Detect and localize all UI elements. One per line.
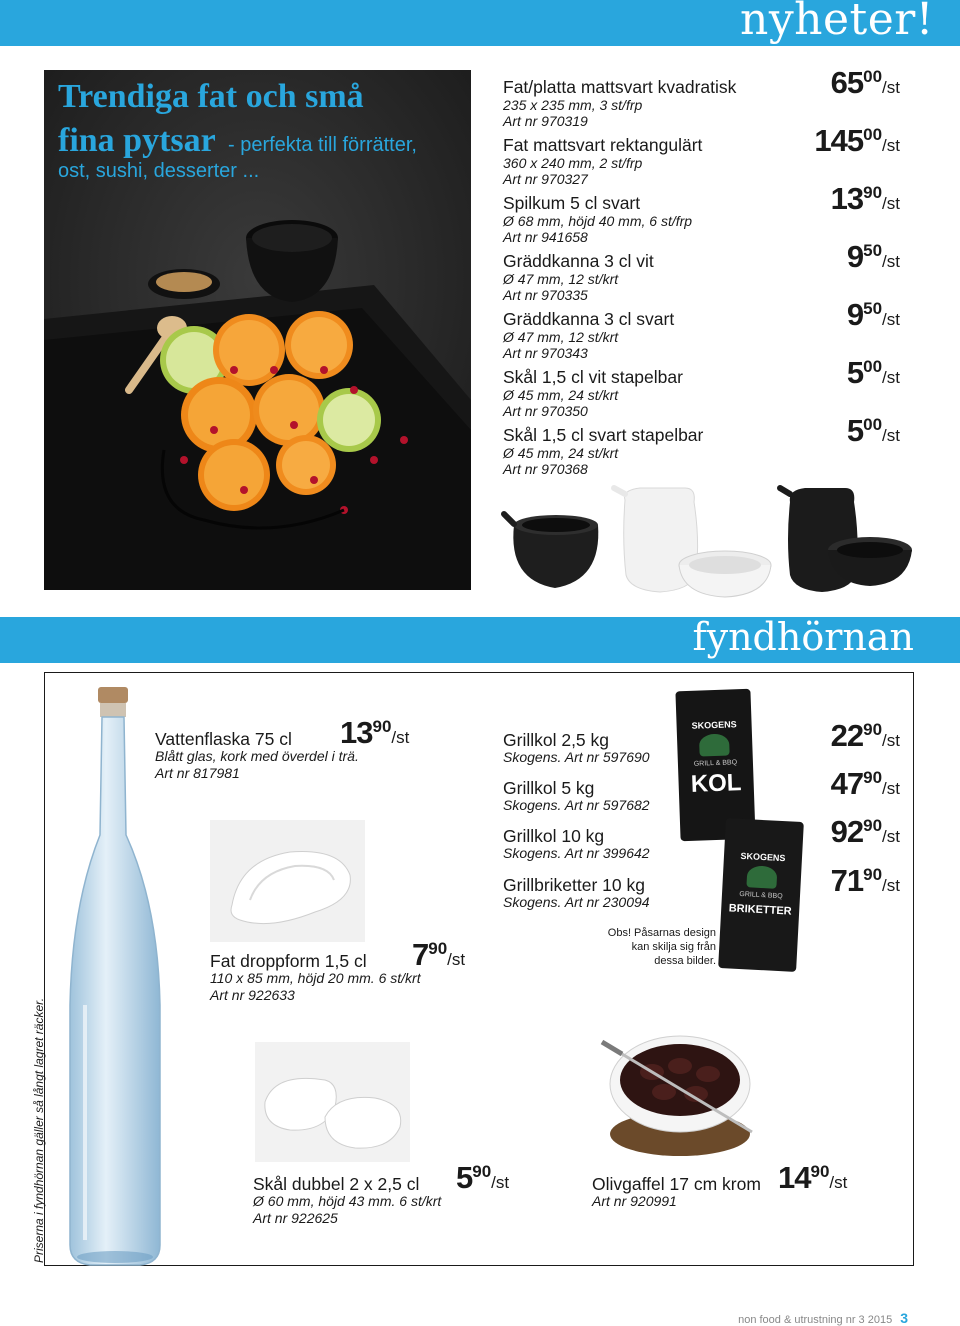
product-artnr: Art nr 970319 (503, 113, 588, 129)
product-detail: 235 x 235 mm, 3 st/frp (503, 97, 643, 113)
dubbel-name: Skål dubbel 2 x 2,5 cl (253, 1174, 420, 1194)
dubbel-price: 590/st (456, 1160, 510, 1195)
product-price: 500/st (846, 413, 900, 448)
fynd-sidenote: Priserna i fyndhörnan gäller så långt lagret räcker. (32, 997, 46, 1263)
footer (738, 1310, 908, 1326)
olivgaffel-name: Olivgaffel 17 cm krom (592, 1174, 761, 1194)
grill-price: 4790/st (830, 766, 900, 801)
product-detail: Ø 47 mm, 12 st/krt (503, 271, 619, 287)
bag-brand: SKOGENS (740, 850, 786, 864)
bottle-detail: Blått glas, kork med överdel i trä. (155, 748, 359, 764)
grill-detail: Skogens. Art nr 597682 (503, 797, 650, 813)
serving-pieces-image (500, 480, 920, 605)
product-artnr: Art nr 970343 (503, 345, 588, 361)
product-price: 500/st (846, 355, 900, 390)
grill-detail: Skogens. Art nr 399642 (503, 845, 650, 861)
product-artnr: Art nr 970335 (503, 287, 588, 303)
product-name: Skål 1,5 cl vit stapelbar (503, 367, 683, 387)
grill-name: Grillkol 2,5 kg (503, 730, 610, 750)
droppform-artnr: Art nr 922633 (210, 987, 295, 1003)
product-detail: Ø 45 mm, 24 st/krt (503, 387, 619, 403)
product-price: 6500/st (830, 65, 900, 100)
header-title: nyheter! (739, 0, 934, 45)
product-price: 14500/st (814, 123, 900, 158)
grill-detail: Skogens. Art nr 230094 (503, 894, 650, 910)
grill-name: Grillkol 5 kg (503, 778, 595, 798)
obs-line: Obs! Påsarnas design (607, 927, 716, 939)
droppform-dish-image (210, 820, 365, 942)
product-detail: Ø 45 mm, 24 st/krt (503, 445, 619, 461)
hero-subtitle-part2: ost, sushi, desserter ... (58, 160, 260, 182)
charcoal-bag-briketter (718, 818, 804, 972)
hero-title-line2: fina pytsar (58, 122, 216, 159)
hero-title-line1: Trendiga fat och små (58, 78, 364, 115)
product-artnr: Art nr 970350 (503, 403, 588, 419)
page-number: 3 (900, 1310, 908, 1326)
product-name: Skål 1,5 cl svart stapelbar (503, 425, 704, 445)
droppform-name: Fat droppform 1,5 cl (210, 951, 367, 971)
olivgaffel-artnr: Art nr 920991 (592, 1193, 677, 1209)
grill-price: 7190/st (830, 863, 900, 898)
dubbel-artnr: Art nr 922625 (253, 1210, 338, 1226)
double-bowl-image (255, 1042, 410, 1162)
product-price: 1390/st (830, 181, 900, 216)
bag-brand: SKOGENS (691, 719, 737, 731)
product-artnr: Art nr 970327 (503, 171, 588, 187)
grill-price: 2290/st (830, 718, 900, 753)
bag-word: KOL (690, 769, 742, 798)
fynd-title: fyndhörnan (692, 615, 914, 659)
header-bar (0, 0, 960, 46)
water-bottle-image (60, 685, 170, 1270)
product-detail: 360 x 240 mm, 2 st/frp (503, 155, 643, 171)
bag-word: BRIKETTER (728, 902, 792, 918)
obs-line: kan skilja sig från (631, 941, 716, 953)
bottle-name: Vattenflaska 75 cl (155, 729, 292, 749)
bag-sub: GRILL & BBQ (739, 890, 783, 901)
product-name: Gräddkanna 3 cl vit (503, 251, 654, 271)
tree-logo-icon (746, 865, 777, 889)
bottle-artnr: Art nr 817981 (155, 765, 240, 781)
grill-name: Grillkol 10 kg (503, 826, 605, 846)
droppform-detail: 110 x 85 mm, höjd 20 mm. 6 st/krt (210, 970, 421, 986)
bag-sub: GRILL & BBQ (693, 759, 738, 768)
product-artnr: Art nr 970368 (503, 461, 588, 477)
grill-name: Grillbriketter 10 kg (503, 875, 645, 895)
grill-detail: Skogens. Art nr 597690 (503, 749, 650, 765)
hero-subtitle-part1: - perfekta till förrätter, (228, 134, 417, 156)
olivgaffel-price: 1490/st (778, 1160, 848, 1195)
tree-logo-icon (699, 734, 730, 757)
product-detail: Ø 68 mm, höjd 40 mm, 6 st/frp (503, 213, 693, 229)
product-name: Fat mattsvart rektangulärt (503, 135, 703, 155)
grill-price: 9290/st (830, 814, 900, 849)
product-detail: Ø 47 mm, 12 st/krt (503, 329, 619, 345)
product-name: Spilkum 5 cl svart (503, 193, 641, 213)
product-artnr: Art nr 941658 (503, 229, 588, 245)
product-price: 950/st (846, 239, 900, 274)
product-name: Gräddkanna 3 cl svart (503, 309, 675, 329)
droppform-price: 790/st (412, 937, 466, 972)
dubbel-detail: Ø 60 mm, höjd 43 mm. 6 st/krt (253, 1193, 442, 1209)
footer-text: non food & utrustning nr 3 2015 (738, 1314, 893, 1326)
product-price: 950/st (846, 297, 900, 332)
olive-bowl-image (592, 1022, 767, 1162)
obs-line: dessa bilder. (654, 955, 716, 967)
obs-note (590, 926, 716, 968)
product-name: Fat/platta mattsvart kvadratisk (503, 77, 737, 97)
fynd-bar (0, 617, 960, 663)
bottle-price: 1390/st (340, 715, 410, 750)
hero-photo (44, 70, 471, 590)
